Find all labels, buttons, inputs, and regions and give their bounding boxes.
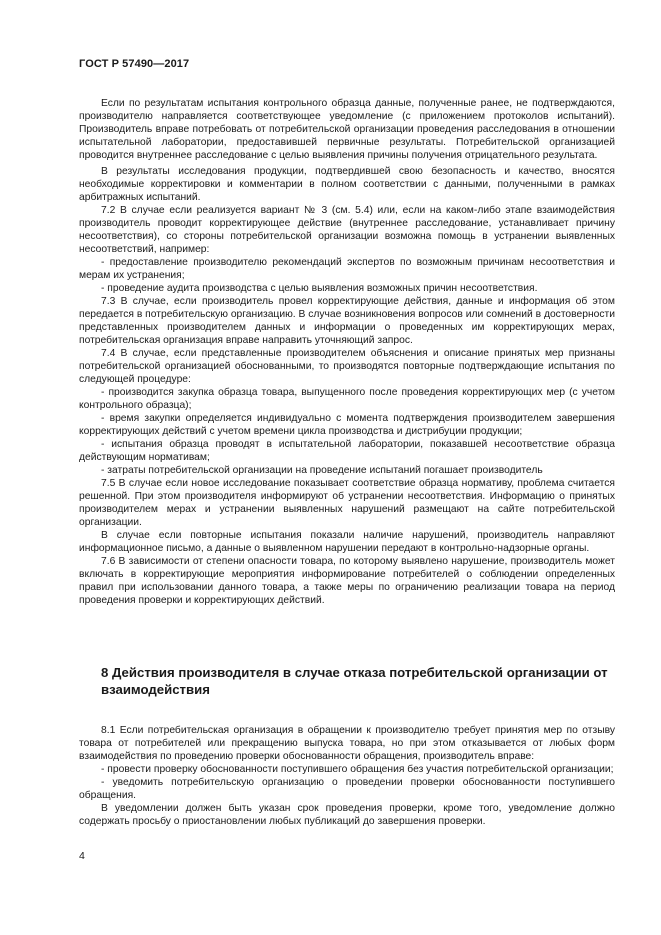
- paragraph-repeat-violations: В случае если повторные испытания показали наличие нарушений, производитель направляют информационное письмо, а данные о выявленном нарушении передают в контрольно-надзорные органы.: [79, 530, 615, 554]
- paragraph-7-6: 7.6 В зависимости от степени опасности товара, по которому выявлено нарушение, производитель может включать в корректирующие мероприятия информирование потребителей о соблюдении определенных правил при использовании данного товара, а также меры по ограничению реализации товара на период проведения проверки и корректирующих действий.: [79, 556, 615, 606]
- paragraph-7-5: 7.5 В случае если новое исследование показывает соответствие образца нормативу, проблема считается решенной. При этом производителя информируют об устранении несоответствия. Информацию о принятых производителем мерах и устранении выявленных нарушений размещают на сайте потребительской организации.: [79, 478, 615, 528]
- standard-code-header: ГОСТ Р 57490—2017: [79, 58, 190, 70]
- list-item-notify-org: - уведомить потребительскую организацию о проведении проверки обоснованности поступившего обращения.: [79, 777, 615, 801]
- list-item-sample-testing: - испытания образца проводят в испытательной лаборатории, показавшей несоответствие образца действующим нормативам;: [79, 439, 615, 463]
- list-item-sample-purchase: - производится закупка образца товара, выпущенного после проведения корректирующих мер (с учетом контрольного образца);: [79, 387, 615, 411]
- page-number: 4: [79, 850, 85, 862]
- list-item-check-without-org: - провести проверку обоснованности поступившего обращения без участия потребительской организации;: [101, 764, 614, 775]
- section-8-title: 8 Действия производителя в случае отказа потребительской организации от взаимодействия: [101, 665, 608, 697]
- paragraph-8-1: 8.1 Если потребительская организация в обращении к производителю требует принятия мер по отзыву товара от потребителей или прекращению выпуска товара, но при этом отказывается от любых форм взаимодействия по проведению проверки обоснованности обращения, производитель вправе:: [79, 725, 615, 762]
- section-8: [79, 664, 615, 828]
- list-item-expert-recommendations: - предоставление производителю рекомендаций экспертов по возможным причинам несоответствия и мерам их устранения;: [79, 257, 615, 281]
- paragraph-notification-content: В уведомлении должен быть указан срок проведения проверки, кроме того, уведомление должно содержать просьбу о приостановлении любых публикаций до завершения проверки.: [79, 803, 615, 827]
- paragraph-7-3: 7.3 В случае, если производитель провел корректирующие действия, данные и информация об этом передается в потребительскую организацию. В случае возникновения вопросов или сомнений в достоверности представленных производителем данных и информации о проведенных им корректирующих мерах, потребительская организация вправе направить уточняющий запрос.: [79, 296, 615, 346]
- list-item-testing-costs: - затраты потребительской организации на проведение испытаний погашает производитель: [101, 465, 543, 476]
- list-item-production-audit: - проведение аудита производства с целью выявления возможных причин несоответствия.: [101, 283, 538, 294]
- section-7-body: [79, 97, 615, 607]
- paragraph-control-sample: Если по результатам испытания контрольного образца данные, полученные ранее, не подтверждаются, производителю направляется соответствующее уведомление (с приложением протоколов испытаний). Производитель вправе потребовать от потребительской организации проведения расследования в отношении испытательной лаборатории, предоставившей первичные результаты. Потребительской организацией проводится внутреннее расследование с целью выявления причины получения отрицательного результата.: [79, 98, 615, 161]
- paragraph-7-2: 7.2 В случае если реализуется вариант № 3 (см. 5.4) или, если на каком-либо этапе взаимодействия производитель проводит корректирующее действие (внутреннее расследование, устанавливает причину несоответствия), со стороны потребительской организации возможна помощь в устранении выявленных несоответствий, например:: [79, 205, 615, 255]
- paragraph-research-results: В результаты исследования продукции, подтвердившей свою безопасность и качество, вносятся необходимые корректировки и комментарии в полном соответствии с данными, полученными в рамках арбитражных испытаний.: [79, 166, 615, 203]
- paragraph-7-4: 7.4 В случае, если представленные производителем объяснения и описание принятых мер признаны потребительской организацией обоснованными, то производятся повторные подтверждающие испытания по следующей процедуре:: [79, 348, 615, 385]
- list-item-purchase-time: - время закупки определяется индивидуально с момента подтверждения производителем завершения корректирующих действий с учетом времени цикла производства и дистрибуции продукции;: [79, 413, 615, 437]
